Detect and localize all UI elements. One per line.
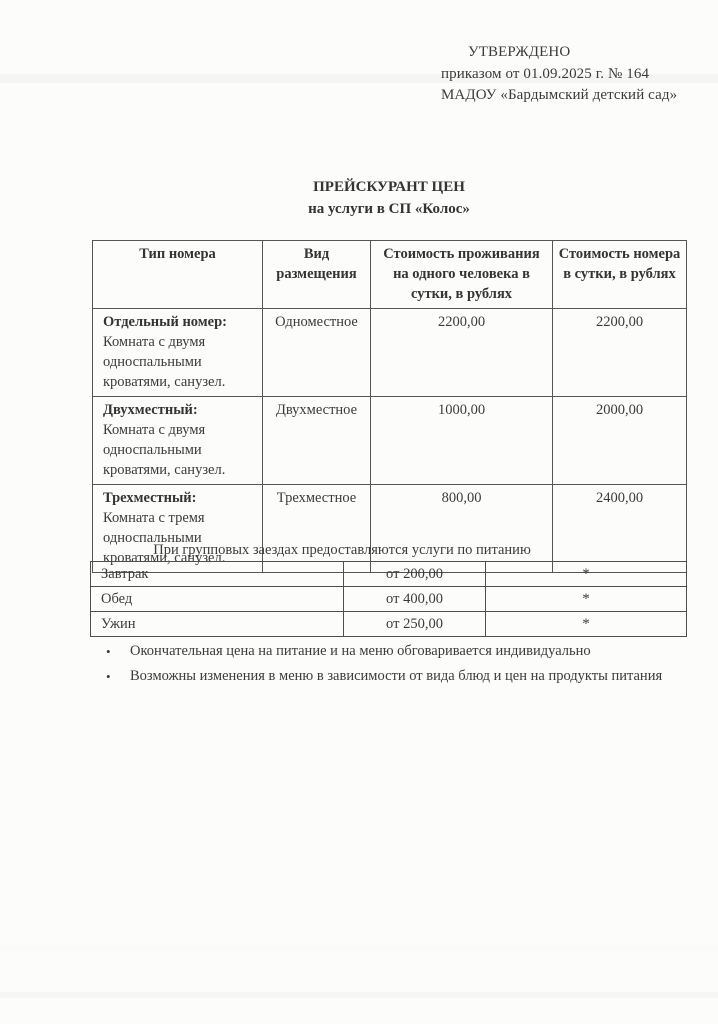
price-per-room-cell: 2000,00 xyxy=(553,397,687,485)
placement-cell: Трехместное xyxy=(263,485,371,573)
header-price-per-room: Стоимость номера в сутки, в рублях xyxy=(553,241,687,309)
approval-order-line: приказом от 01.09.2025 г. № 164 xyxy=(441,65,650,82)
list-item xyxy=(104,642,684,661)
header-room-type: Тип номера xyxy=(93,241,263,309)
meal-price-cell: от 400,00 xyxy=(344,587,486,612)
bullet-icon: • xyxy=(106,644,111,659)
room-type-name: Двухместный: xyxy=(103,402,198,418)
meal-price-cell: от 200,00 xyxy=(344,562,486,587)
table-row xyxy=(93,309,687,397)
room-type-cell xyxy=(93,309,263,397)
room-type-cell xyxy=(93,397,263,485)
price-per-person-cell: 1000,00 xyxy=(371,397,553,485)
scan-streak xyxy=(0,992,718,998)
meal-name-cell: Завтрак xyxy=(91,562,344,587)
document-title-line1: ПРЕЙСКУРАНТ ЦЕН xyxy=(313,179,465,195)
scan-streak xyxy=(0,946,718,950)
placement-cell: Двухместное xyxy=(263,397,371,485)
meal-note-cell: * xyxy=(486,562,687,587)
meals-price-table xyxy=(90,561,687,637)
room-type-description: Комната с тремя односпальными кроватями, санузел. xyxy=(103,510,226,566)
header-price-per-person: Стоимость проживания на одного человека в сутки, в рублях xyxy=(371,241,553,309)
notes-list xyxy=(104,642,684,692)
rooms-table-header-row xyxy=(93,241,687,309)
table-row xyxy=(91,612,687,637)
approval-organization: МАДОУ «Бардымский детский сад» xyxy=(441,87,678,103)
note-text: Возможны изменения в меню в зависимости от вида блюд и цен на продукты питания xyxy=(130,668,663,684)
table-row xyxy=(91,562,687,587)
meal-name-cell: Ужин xyxy=(91,612,344,637)
price-per-room-cell: 2400,00 xyxy=(553,485,687,573)
rooms-price-table xyxy=(92,240,687,573)
placement-cell: Одноместное xyxy=(263,309,371,397)
note-text: Окончательная цена на питание и на меню обговаривается индивидуально xyxy=(130,643,591,659)
table-row xyxy=(93,397,687,485)
header-placement-kind: Вид размещения xyxy=(263,241,371,309)
room-type-description: Комната с двумя односпальными кроватями, санузел. xyxy=(103,422,226,478)
table-row xyxy=(93,485,687,573)
meal-note-cell: * xyxy=(486,612,687,637)
table-row xyxy=(91,587,687,612)
room-type-name: Отдельный номер: xyxy=(103,314,227,330)
meal-price-cell: от 250,00 xyxy=(344,612,486,637)
meals-section-heading: При групповых заездах предоставляются услуги по питанию xyxy=(153,542,531,558)
price-per-room-cell: 2200,00 xyxy=(553,309,687,397)
room-type-name: Трехместный: xyxy=(103,490,197,506)
bullet-icon: • xyxy=(106,669,111,684)
room-type-description: Комната с двумя односпальными кроватями, санузел. xyxy=(103,334,226,390)
approval-approved-label: УТВЕРЖДЕНО xyxy=(468,44,571,60)
meal-name-cell: Обед xyxy=(91,587,344,612)
document-title xyxy=(92,176,686,220)
document-title-line2: на услуги в СП «Колос» xyxy=(308,201,470,217)
approval-block xyxy=(441,42,701,107)
list-item xyxy=(104,667,684,686)
meal-note-cell: * xyxy=(486,587,687,612)
price-per-person-cell: 2200,00 xyxy=(371,309,553,397)
room-type-cell xyxy=(93,485,263,573)
price-per-person-cell: 800,00 xyxy=(371,485,553,573)
